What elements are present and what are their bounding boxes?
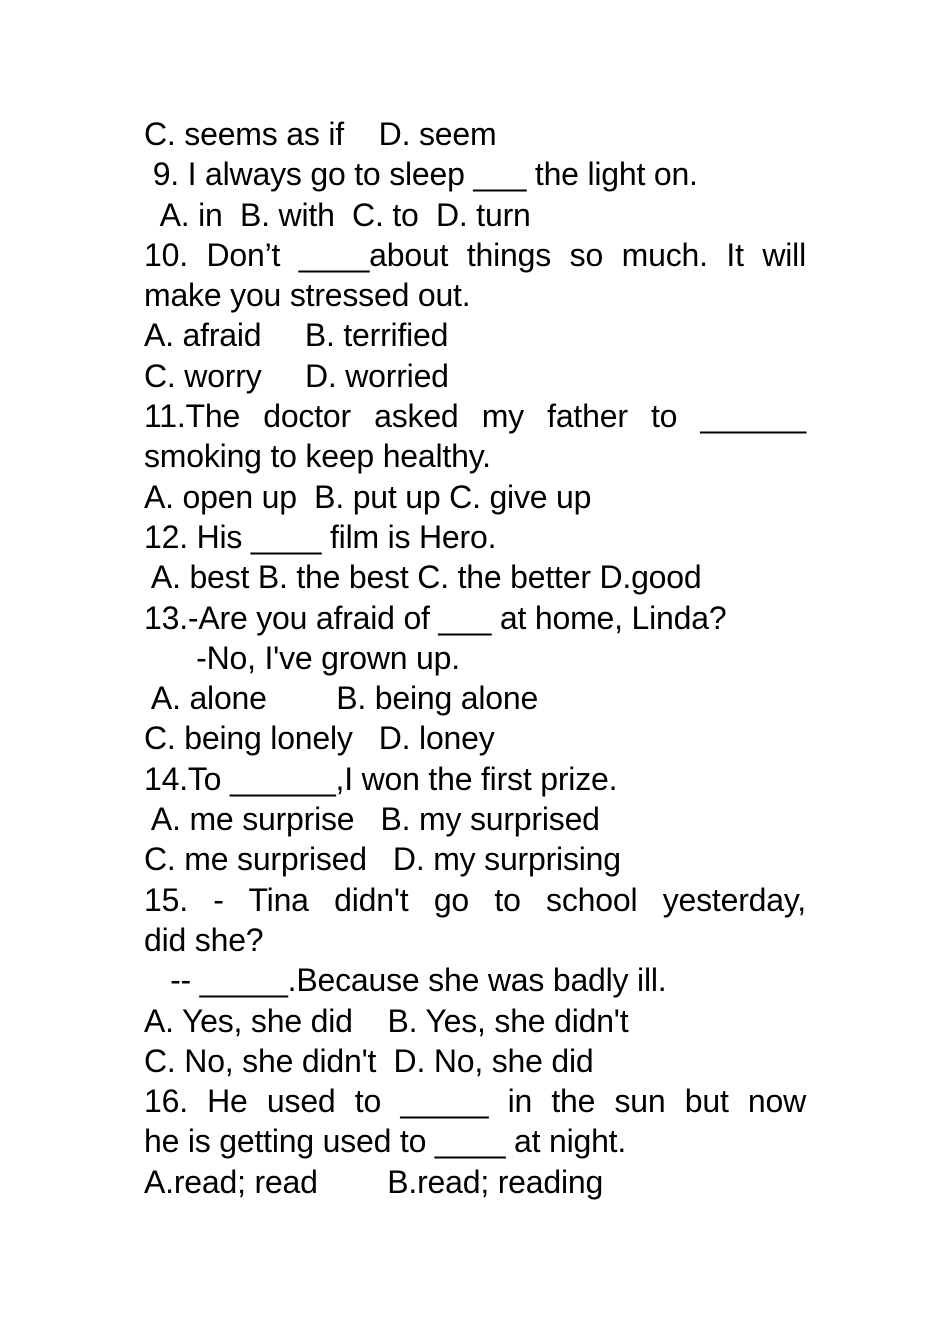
text-line: A. open up B. put up C. give up	[144, 478, 592, 515]
text-line: -- _____.Because she was badly ill.	[144, 962, 667, 999]
text-line: did she?	[144, 921, 264, 958]
text-line: smoking to keep healthy.	[144, 438, 491, 475]
text-line: C. being lonely D. loney	[144, 720, 495, 757]
text-line: 13.-Are you afraid of ___ at home, Linda?	[144, 599, 727, 636]
text-line: 15. - Tina didn't go to school yesterday,	[144, 881, 806, 918]
text-line: A. afraid B. terrified	[144, 317, 449, 354]
text-line: he is getting used to ____ at night.	[144, 1123, 627, 1160]
text-line: 10. Don’t ____about things so much. It will	[144, 236, 806, 273]
text-line: A. alone B. being alone	[144, 680, 539, 717]
text-line: make you stressed out.	[144, 277, 471, 314]
text-line: C. seems as if D. seem	[144, 116, 497, 152]
text-line: 12. His ____ film is Hero.	[144, 518, 497, 555]
text-line: C. worry D. worried	[144, 357, 449, 394]
text-line: 14.To ______,I won the first prize.	[144, 760, 618, 797]
text-line: 16. He used to _____ in the sun but now	[144, 1083, 806, 1120]
text-line: A. best B. the best C. the better D.good	[144, 559, 702, 596]
text-line: 11.The doctor asked my father to ______	[144, 398, 806, 435]
text-line: A.read; read B.read; reading	[144, 1163, 604, 1200]
text-line: C. No, she didn't D. No, she did	[144, 1042, 594, 1079]
text-line: -No, I've grown up.	[144, 639, 460, 676]
text-line: C. me surprised D. my surprising	[144, 841, 621, 878]
text-line: A. in B. with C. to D. turn	[144, 196, 531, 233]
text-line: 9. I always go to sleep ___ the light on.	[144, 156, 698, 193]
text-line: A. Yes, she did B. Yes, she didn't	[144, 1002, 629, 1039]
question-text-block	[144, 114, 806, 1202]
text-line: A. me surprise B. my surprised	[144, 801, 600, 838]
